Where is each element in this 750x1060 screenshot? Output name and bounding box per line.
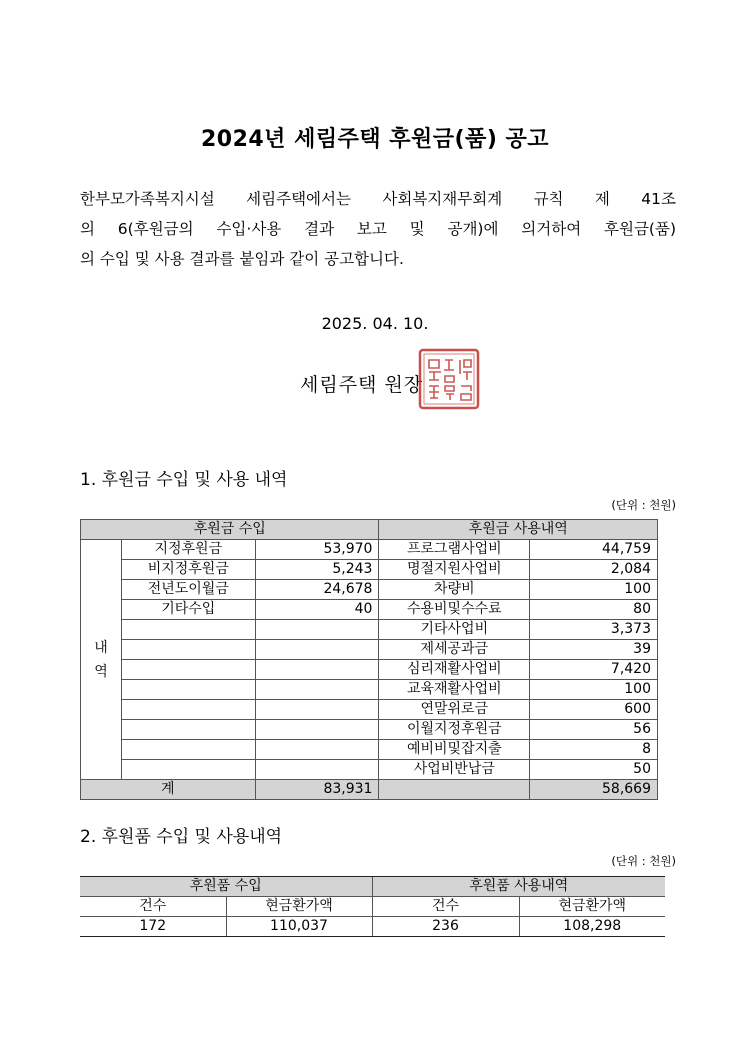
table-row bbox=[81, 600, 658, 620]
expense-value: 80 bbox=[530, 600, 658, 620]
table-row bbox=[81, 740, 658, 760]
expense-value: 100 bbox=[530, 680, 658, 700]
income-value bbox=[255, 700, 379, 720]
goods-income-count: 172 bbox=[80, 917, 226, 937]
goods-expense-header: 후원품 사용내역 bbox=[372, 877, 665, 897]
income-value bbox=[255, 660, 379, 680]
expense-value: 100 bbox=[530, 580, 658, 600]
income-label: 비지정후원금 bbox=[121, 560, 255, 580]
goods-income-header: 후원품 수입 bbox=[80, 877, 372, 897]
table-row bbox=[81, 720, 658, 740]
table-row bbox=[81, 700, 658, 720]
expense-value: 7,420 bbox=[530, 660, 658, 680]
income-value bbox=[255, 760, 379, 780]
income-label bbox=[121, 640, 255, 660]
table-row bbox=[80, 917, 665, 937]
income-label bbox=[121, 680, 255, 700]
total-expense: 58,669 bbox=[530, 780, 658, 800]
expense-label: 이월지정후원금 bbox=[379, 720, 530, 740]
col-value-income: 현금환가액 bbox=[226, 897, 372, 917]
table-row bbox=[81, 680, 658, 700]
table-row bbox=[81, 640, 658, 660]
expense-value: 44,759 bbox=[530, 540, 658, 560]
expense-header: 후원금 사용내역 bbox=[379, 520, 658, 540]
income-header: 후원금 수입 bbox=[81, 520, 379, 540]
income-label bbox=[121, 760, 255, 780]
income-value: 40 bbox=[255, 600, 379, 620]
income-label bbox=[121, 660, 255, 680]
expense-label: 프로그램사업비 bbox=[379, 540, 530, 560]
expense-label: 예비비및잡지출 bbox=[379, 740, 530, 760]
goods-income-value: 110,037 bbox=[226, 917, 372, 937]
expense-label: 교육재활사업비 bbox=[379, 680, 530, 700]
income-label: 전년도이월금 bbox=[121, 580, 255, 600]
intro-line-3: 의 수입 및 사용 결과를 붙임과 같이 공고합니다. bbox=[80, 250, 404, 268]
income-value bbox=[255, 740, 379, 760]
total-label: 계 bbox=[81, 780, 256, 800]
expense-value: 39 bbox=[530, 640, 658, 660]
col-value-expense: 현금환가액 bbox=[519, 897, 665, 917]
expense-label: 심리재활사업비 bbox=[379, 660, 530, 680]
table-row bbox=[81, 620, 658, 640]
section2-title: 2. 후원품 수입 및 사용내역 bbox=[80, 827, 283, 847]
table-row bbox=[81, 760, 658, 780]
expense-label: 기타사업비 bbox=[379, 620, 530, 640]
intro-paragraph bbox=[80, 184, 676, 274]
page-title: 2024년 세림주택 후원금(품) 공고 bbox=[200, 127, 550, 152]
table-row bbox=[81, 580, 658, 600]
income-value bbox=[255, 720, 379, 740]
income-value: 53,970 bbox=[255, 540, 379, 560]
total-income: 83,931 bbox=[255, 780, 379, 800]
expense-value: 8 bbox=[530, 740, 658, 760]
expense-value: 50 bbox=[530, 760, 658, 780]
section1-title: 1. 후원금 수입 및 사용 내역 bbox=[80, 470, 288, 490]
table-row bbox=[81, 540, 658, 560]
official-seal-icon bbox=[417, 348, 481, 410]
expense-label: 명절지원사업비 bbox=[379, 560, 530, 580]
income-value bbox=[255, 680, 379, 700]
expense-label: 사업비반납금 bbox=[379, 760, 530, 780]
income-label bbox=[121, 700, 255, 720]
expense-label: 차량비 bbox=[379, 580, 530, 600]
income-value: 5,243 bbox=[255, 560, 379, 580]
col-count-expense: 건수 bbox=[372, 897, 519, 917]
side-label: 내 역 bbox=[81, 540, 122, 780]
income-value bbox=[255, 620, 379, 640]
expense-value: 600 bbox=[530, 700, 658, 720]
table-row bbox=[81, 660, 658, 680]
donation-money-table bbox=[80, 519, 658, 800]
income-label bbox=[121, 720, 255, 740]
income-label: 지정후원금 bbox=[121, 540, 255, 560]
col-count-income: 건수 bbox=[80, 897, 226, 917]
income-value: 24,678 bbox=[255, 580, 379, 600]
expense-value: 56 bbox=[530, 720, 658, 740]
total-spacer bbox=[379, 780, 530, 800]
expense-label: 연말위로금 bbox=[379, 700, 530, 720]
table-row bbox=[81, 560, 658, 580]
expense-label: 수용비및수수료 bbox=[379, 600, 530, 620]
goods-expense-count: 236 bbox=[372, 917, 519, 937]
expense-label: 제세공과금 bbox=[379, 640, 530, 660]
section1-unit: (단위 : 천원) bbox=[611, 498, 676, 512]
section2-unit: (단위 : 천원) bbox=[611, 854, 676, 868]
intro-line-2: 의 6(후원금의 수입·사용 결과 보고 및 공개)에 의거하여 후원금(품) bbox=[80, 220, 676, 238]
expense-value: 2,084 bbox=[530, 560, 658, 580]
income-value bbox=[255, 640, 379, 660]
goods-expense-value: 108,298 bbox=[519, 917, 665, 937]
signer-name: 세림주택 원장 bbox=[300, 374, 424, 396]
income-label bbox=[121, 620, 255, 640]
income-label bbox=[121, 740, 255, 760]
donation-goods-table bbox=[80, 876, 665, 937]
announcement-date: 2025. 04. 10. bbox=[321, 314, 429, 333]
total-row bbox=[81, 780, 658, 800]
intro-line-1: 한부모가족복지시설 세림주택에서는 사회복지재무회계 규칙 제 41조 bbox=[80, 190, 676, 208]
expense-value: 3,373 bbox=[530, 620, 658, 640]
income-label: 기타수입 bbox=[121, 600, 255, 620]
